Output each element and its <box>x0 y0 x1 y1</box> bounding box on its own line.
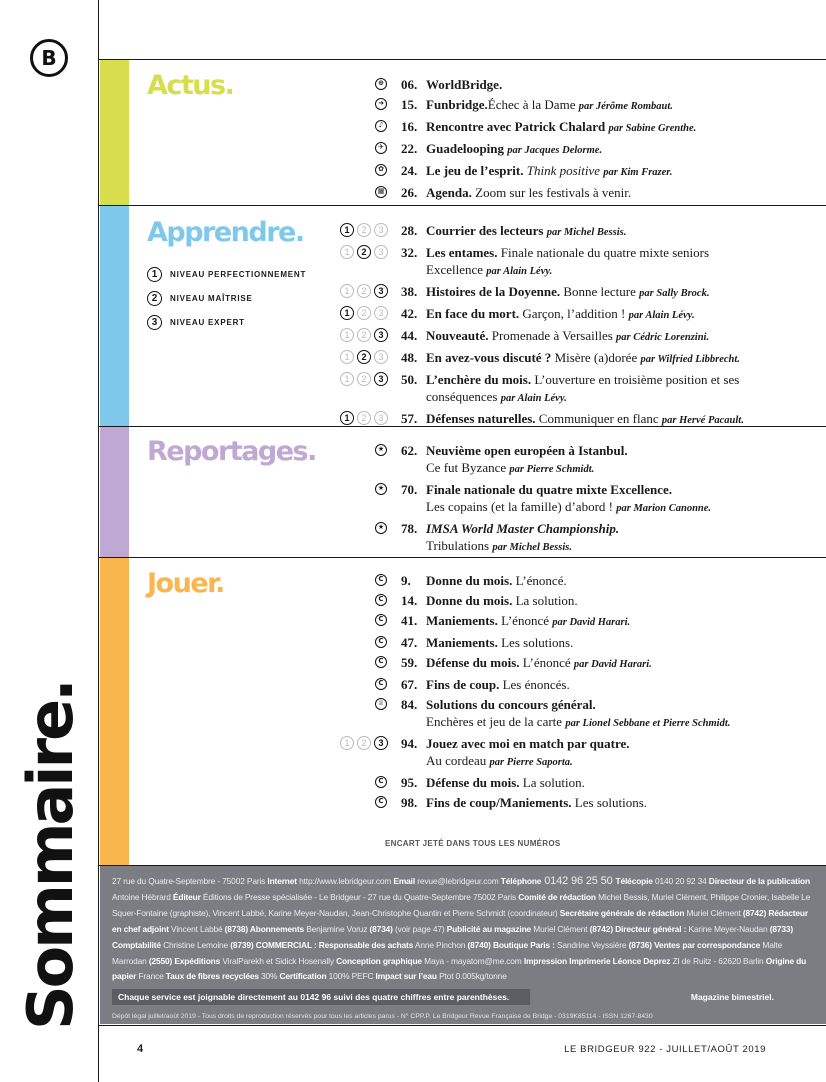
page-ref: 22. <box>401 141 418 156</box>
apprendre-color-band <box>100 206 129 426</box>
level-3-icon: 3 <box>374 328 388 342</box>
entry-title: Défense du mois. <box>426 655 520 670</box>
entry-title: Histoires de la Doyenne. <box>426 284 561 299</box>
toc-entry[interactable] <box>340 634 826 651</box>
level-legend <box>147 262 306 334</box>
toc-entry[interactable] <box>340 283 826 302</box>
entry-subtitle: Bonne lecture <box>560 284 640 299</box>
level-2-icon: 2 <box>357 306 371 320</box>
level-legend-item: 3 NIVEAU EXPERT <box>147 310 306 334</box>
entry-subtitle: Les énoncés. <box>499 677 570 692</box>
brain-icon: ✿ <box>375 164 387 176</box>
imprint-text: 27 rue du Quatre-Septembre - 75002 Paris Internet http://www.lebridgeur.com Email revue@lebridgeur.com Téléphone 0142 96 25 50 Télécopie 0140 20 92 34 Directeur de la publication Antoine Hébrard Éditeur Éditions de Presse spécialisée - Le Bridgeur - 27 rue du Quatre-Septembre 75002 Paris Comité de rédaction Michel Bessis, Muriel Clément, Philippe Cronier, Isabelle Le Squer-Fontaine (graphiste), Vincent Labbé, Karine Meyer-Naudan, Jean-Christophe Quantin et Pierre Schmidt (coordinateur) Secrétaire générale de rédaction Muriel Clément (8742) Rédacteur en chef adjoint Vincent Labbé (8738) Abonnements Benjamine Voruz (8734) (voir page 47) Publicité au magazine Muriel Clément (8742) Directeur général : Karine Meyer-Naudan (8733) Comptabilité Christine Lemoine (8739) COMMERCIAL : Responsable des achats Anne Pinchon (8740) Boutique Paris : Sandrine Veyssière (8736) Ventes par correspondance Malte Marrodan (2550) Expéditions ViralParekh et Sidick Hosenally Conception graphique Maya - mayatom@me.com Impression Imprimerie Léonce Deprez ZI de Ruitz - 62620 Barlin Origine du papier France Taux de fibres recyclées 30% Certification 100% PEFC Impact sur l’eau Ptot 0.005kg/tonne <box>112 875 811 982</box>
toc-entry[interactable] <box>340 244 826 280</box>
service-line <box>112 989 814 1005</box>
page-ref: 15. <box>401 97 418 112</box>
entry-author: par Alain Lévy. <box>628 310 695 321</box>
plane-icon: ✈ <box>375 142 387 154</box>
level-1-icon: 1 <box>340 736 354 750</box>
copyright-icon: C <box>375 776 387 788</box>
page-ref: 47. <box>401 635 418 650</box>
entry-title: Agenda. <box>426 185 472 200</box>
level-indicator <box>340 284 388 298</box>
entry-subtitle: L’énoncé <box>519 655 574 670</box>
toc-entry[interactable] <box>340 592 826 609</box>
level-1-icon: 1 <box>340 411 354 425</box>
toc-entry[interactable] <box>340 735 826 771</box>
level-2-icon: 2 <box>357 411 371 425</box>
level-legend-item: 1 NIVEAU PERFECTIONNEMENT <box>147 262 306 286</box>
calendar-icon: ▦ <box>375 186 387 198</box>
level-2-icon: 2 <box>357 328 371 342</box>
page-ref: 24. <box>401 163 418 178</box>
entry-title: Nouveauté. <box>426 328 489 343</box>
toc-entry[interactable] <box>340 410 826 429</box>
toc-entry[interactable] <box>340 794 826 811</box>
globe-icon: ⊕ <box>375 78 387 90</box>
imprint-box <box>100 866 826 1024</box>
level-indicator <box>340 223 388 237</box>
section-rule <box>99 59 826 60</box>
entry-author: par Michel Bessis. <box>546 227 627 238</box>
section-heading-reportages: Reportages. <box>147 436 316 467</box>
toc-entry[interactable] <box>340 572 826 589</box>
entry-subtitle: Les solutions. <box>571 795 648 810</box>
jouer-list <box>340 572 826 814</box>
reportages-color-band <box>100 427 129 557</box>
level-1-icon: 1 <box>340 328 354 342</box>
entry-subtitle: Tribulations <box>426 538 493 553</box>
toc-entry[interactable] <box>340 118 826 137</box>
entry-subtitle: Les copains (et la famille) d’abord ! <box>426 499 617 514</box>
level-1-icon: 1 <box>340 306 354 320</box>
microphone-icon: ♪ <box>375 120 387 132</box>
entry-subtitle: Misère (a)dorée <box>551 350 641 365</box>
page-number: 4 <box>137 1043 144 1055</box>
entry-subtitle: Garçon, l’addition ! <box>519 306 629 321</box>
toc-entry[interactable] <box>340 76 826 93</box>
entry-title: Maniements. <box>426 613 498 628</box>
level-indicator <box>340 245 388 259</box>
entry-subtitle: Zoom sur les festivals à venir. <box>471 185 632 200</box>
page-ref: 59. <box>401 655 418 670</box>
toc-entry[interactable] <box>340 612 826 631</box>
entry-title: Neuvième open européen à Istanbul. <box>426 443 628 458</box>
copyright-icon: C <box>375 678 387 690</box>
page-ref: 95. <box>401 775 418 790</box>
level-1-icon: 1 <box>340 372 354 386</box>
page-ref: 84. <box>401 697 418 712</box>
toc-entry[interactable] <box>340 184 826 201</box>
page-ref: 44. <box>401 328 418 343</box>
entry-title: Les entames. <box>426 245 498 260</box>
entry-author: par Marion Canonne. <box>616 503 712 514</box>
entry-author: par Kim Frazer. <box>603 167 673 178</box>
page-title: Sommaire. <box>14 681 87 1030</box>
level-indicator <box>340 736 388 750</box>
level-indicator <box>340 372 388 386</box>
entry-subtitle: La solution. <box>519 775 585 790</box>
entry-title: IMSA World Master Championship. <box>426 521 620 536</box>
entry-subtitle: Au cordeau <box>426 753 490 768</box>
page-ref: 41. <box>401 613 418 628</box>
level-3-icon: 3 <box>374 306 388 320</box>
copyright-icon: C <box>375 594 387 606</box>
section-heading-apprendre: Apprendre. <box>147 217 304 248</box>
toc-entry[interactable] <box>340 162 826 181</box>
toc-entry[interactable] <box>340 96 826 115</box>
toc-entry[interactable] <box>340 520 826 556</box>
arrow-icon: ➜ <box>375 98 387 110</box>
entry-subtitle: Communiquer en flanc <box>535 411 662 426</box>
entry-title: Finale nationale du quatre mixte Excellence. <box>426 482 673 497</box>
entry-title: Défenses naturelles. <box>426 411 536 426</box>
page-ref: 42. <box>401 306 418 321</box>
toc-entry[interactable] <box>340 305 826 324</box>
toc-entry[interactable] <box>340 371 826 407</box>
level-3-icon: 3 <box>374 372 388 386</box>
page-ref: 06. <box>401 77 418 92</box>
entry-subtitle: Promenade à Versailles <box>488 328 617 343</box>
entry-author: par Sally Brock. <box>639 288 710 299</box>
entry-title: Maniements. <box>426 635 498 650</box>
toc-entry[interactable] <box>340 442 826 478</box>
entry-author: par Sabine Grenthe. <box>608 123 697 134</box>
copyright-icon: C <box>375 796 387 808</box>
entry-subtitle: L’énoncé. <box>512 573 567 588</box>
reportages-list <box>340 442 826 559</box>
entry-title: Solutions du concours général. <box>426 697 596 712</box>
entry-author: par Jérôme Rombaut. <box>578 101 673 112</box>
level-2-icon: 2 <box>357 223 371 237</box>
entry-author: par Alain Lévy. <box>500 393 567 404</box>
trophy-icon: ♕ <box>375 698 387 710</box>
level-2-icon: 2 <box>357 245 371 259</box>
apprendre-list <box>340 222 826 432</box>
entry-title: Le jeu de l’esprit. <box>426 163 527 178</box>
entry-title: Défense du mois. <box>426 775 520 790</box>
page-ref: 26. <box>401 185 418 200</box>
bridgeur-logo-icon: B <box>30 39 68 77</box>
toc-entry[interactable] <box>340 774 826 791</box>
entry-title: Courrier des lecteurs <box>426 223 547 238</box>
toc-entry[interactable] <box>340 140 826 159</box>
entry-subtitle: Finale nationale du quatre mixte seniors <box>497 245 710 260</box>
level-3-icon: 3 <box>374 245 388 259</box>
page-ref: 67. <box>401 677 418 692</box>
toc-entry[interactable] <box>340 349 826 368</box>
entry-subtitle: Enchères et jeu de la carte <box>426 714 566 729</box>
entry-title: Fins de coup. <box>426 677 500 692</box>
section-rule <box>99 1025 826 1026</box>
level-indicator <box>340 328 388 342</box>
entry-author: par Hervé Pacault. <box>661 415 744 426</box>
entry-title: Guadelooping <box>426 141 508 156</box>
section-heading-jouer: Jouer. <box>147 568 224 599</box>
toc-entry[interactable] <box>340 676 826 693</box>
entry-subtitle: conséquences <box>426 389 501 404</box>
entry-title: En face du mort. <box>426 306 520 321</box>
bimestriel-note: Magazine bimestriel. <box>690 992 774 1003</box>
toc-entry[interactable] <box>340 481 826 517</box>
level-legend-item: 2 NIVEAU MAÎTRISE <box>147 286 306 310</box>
level-1-icon: 1 <box>147 267 162 282</box>
entry-subtitle: Échec à la Dame <box>487 97 579 112</box>
copyright-icon: C <box>375 614 387 626</box>
page-ref: 94. <box>401 736 418 751</box>
entry-title: Jouez avec moi en match par quatre. <box>426 736 630 751</box>
level-indicator <box>340 411 388 425</box>
level-3-icon: 3 <box>147 315 162 330</box>
level-1-icon: 1 <box>340 350 354 364</box>
toc-entry[interactable] <box>340 222 826 241</box>
page-ref: 32. <box>401 245 418 260</box>
copyright-icon: C <box>375 574 387 586</box>
level-1-icon: 1 <box>340 284 354 298</box>
star-icon: ★ <box>375 522 387 534</box>
page-ref: 38. <box>401 284 418 299</box>
toc-entry[interactable] <box>340 327 826 346</box>
entry-subtitle: Ce fut Byzance <box>426 460 510 475</box>
level-2-icon: 2 <box>357 372 371 386</box>
page-ref: 48. <box>401 350 418 365</box>
level-3-icon: 3 <box>374 284 388 298</box>
toc-entry[interactable] <box>340 654 826 673</box>
page-ref: 78. <box>401 521 418 536</box>
entry-author: par Cédric Lorenzini. <box>616 332 710 343</box>
level-indicator <box>340 350 388 364</box>
level-3-icon: 3 <box>374 736 388 750</box>
page-ref: 14. <box>401 593 418 608</box>
magazine-issue: LE BRIDGEUR 922 - JUILLET/AOÛT 2019 <box>564 1044 766 1055</box>
entry-title: L’enchère du mois. <box>426 372 532 387</box>
level-3-icon: 3 <box>374 223 388 237</box>
entry-author: par Wilfried Libbrecht. <box>640 354 740 365</box>
copyright-icon: C <box>375 636 387 648</box>
page-ref: 50. <box>401 372 418 387</box>
entry-author: par Lionel Sebbane et Pierre Schmidt. <box>565 718 731 729</box>
entry-author: par Michel Bessis. <box>492 542 572 553</box>
level-2-icon: 2 <box>147 291 162 306</box>
jouer-color-band <box>100 558 129 865</box>
entry-subtitle: La solution. <box>512 593 578 608</box>
actus-list <box>340 76 826 204</box>
entry-author: par Jacques Delorme. <box>507 145 603 156</box>
page-ref: 98. <box>401 795 418 810</box>
entry-subtitle: Excellence <box>426 262 487 277</box>
entry-author: par Pierre Saporta. <box>489 757 573 768</box>
section-heading-actus: Actus. <box>147 70 234 101</box>
page-ref: 9. <box>401 573 411 588</box>
entry-title: Rencontre avec Patrick Chalard <box>426 119 609 134</box>
entry-subtitle: L’ouverture en troisième position et ses <box>531 372 740 387</box>
entry-author: par Pierre Schmidt. <box>509 464 595 475</box>
star-icon: ★ <box>375 483 387 495</box>
level-indicator <box>340 306 388 320</box>
page-ref: 70. <box>401 482 418 497</box>
entry-subtitle: L’énoncé <box>497 613 553 628</box>
entry-title: Donne du mois. <box>426 593 513 608</box>
service-note: Chaque service est joignable directement au 0142 96 suivi des quatre chiffres entre parenthèses. <box>112 989 530 1005</box>
copyright-icon: C <box>375 656 387 668</box>
entry-title: Donne du mois. <box>426 573 513 588</box>
encart-note: ENCART JETÉ DANS TOUS LES NUMÉROS <box>385 839 561 848</box>
page-ref: 57. <box>401 411 418 426</box>
level-1-icon: 1 <box>340 245 354 259</box>
entry-title: WorldBridge. <box>426 77 503 92</box>
page-ref: 28. <box>401 223 418 238</box>
side-strip <box>0 0 99 1082</box>
level-2-icon: 2 <box>357 736 371 750</box>
entry-author: par David Harari. <box>573 659 652 670</box>
toc-entry[interactable] <box>340 696 826 732</box>
level-1-icon: 1 <box>340 223 354 237</box>
entry-author: par Alain Lévy. <box>486 266 553 277</box>
entry-title: Fins de coup/Maniements. <box>426 795 572 810</box>
entry-subtitle: Think positive <box>526 163 604 178</box>
level-2-icon: 2 <box>357 350 371 364</box>
entry-title: En avez-vous discuté ? <box>426 350 552 365</box>
page-ref: 62. <box>401 443 418 458</box>
actus-color-band <box>100 60 129 205</box>
entry-author: par David Harari. <box>552 617 631 628</box>
entry-subtitle: Les solutions. <box>497 635 574 650</box>
entry-title: Funbridge. <box>426 97 488 112</box>
legal-note: Dépôt légal juillet/août 2019 - Tous droits de reproduction réservés pour tous les articles parus - N° CPP.P. Le Bridgeur Revue Française de Bridge - 0319K85114 - ISSN 1267-8430 <box>112 1013 653 1021</box>
level-3-icon: 3 <box>374 411 388 425</box>
level-3-icon: 3 <box>374 350 388 364</box>
section-rule <box>99 205 826 206</box>
star-icon: ★ <box>375 444 387 456</box>
level-2-icon: 2 <box>357 284 371 298</box>
page-ref: 16. <box>401 119 418 134</box>
